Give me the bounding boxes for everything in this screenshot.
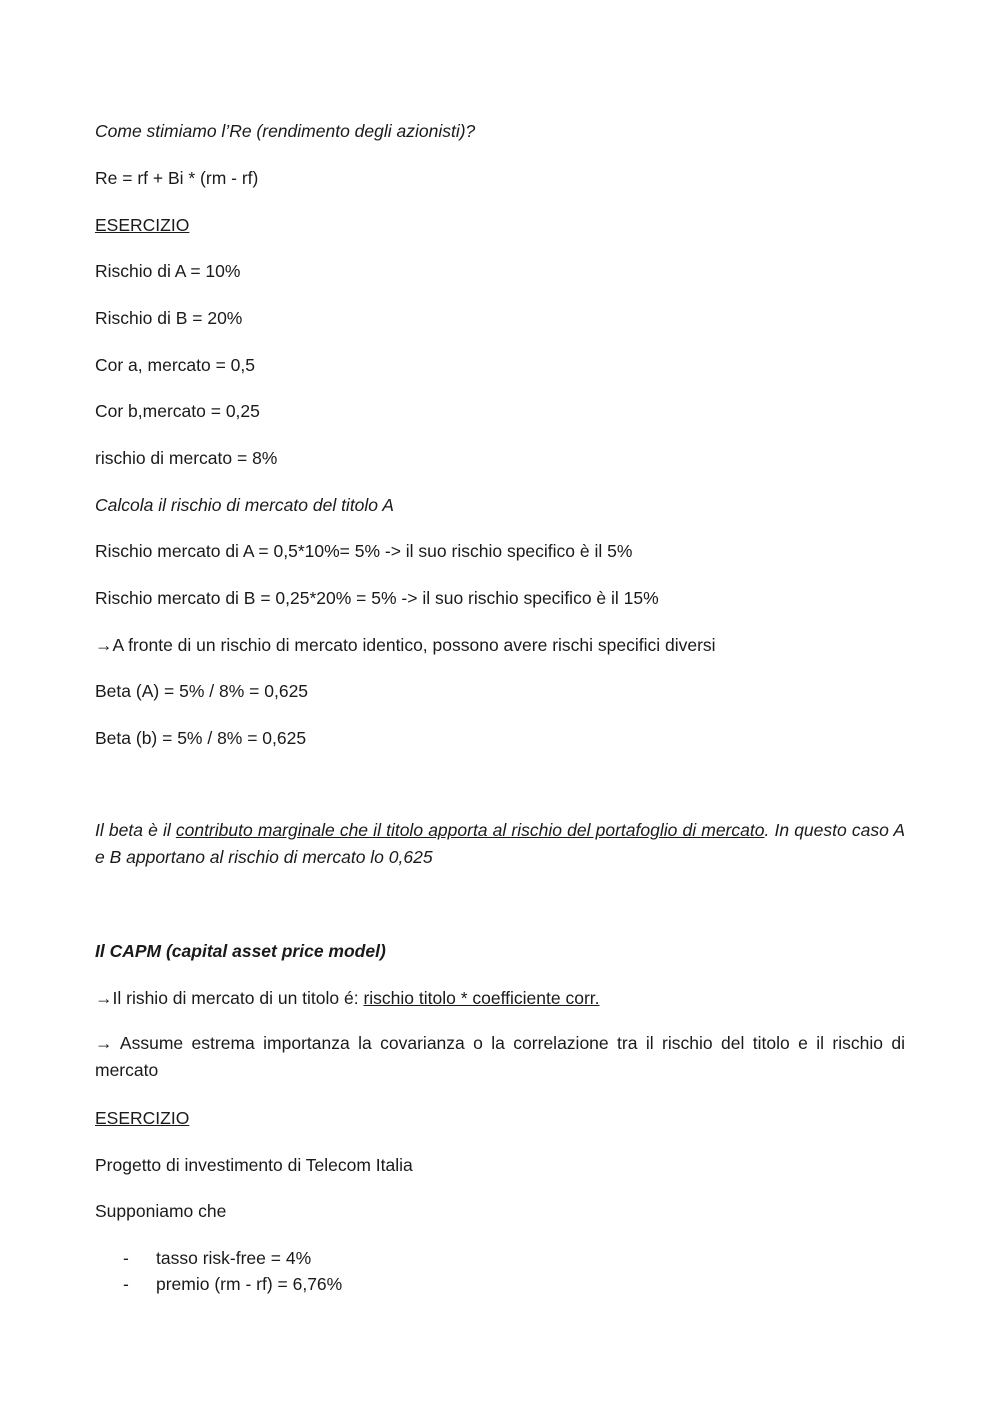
- beta-paragraph-post: . In questo caso A e B apportano al rischio di mercato lo 0,625: [95, 820, 905, 867]
- heading-esercizio-2: ESERCIZIO: [95, 1108, 190, 1128]
- list-item: [95, 1273, 342, 1295]
- beta-paragraph: [95, 817, 905, 871]
- calcola-line: Calcola il rischio di mercato del titolo A: [95, 495, 394, 515]
- rischio-mercato-a-line: Rischio mercato di A = 0,5*10%= 5% -> il suo rischio specifico è il 5%: [95, 541, 633, 561]
- cor-a-line: Cor a, mercato = 0,5: [95, 355, 256, 375]
- capm-title: Il CAPM (capital asset price model): [95, 941, 386, 961]
- beta-a-line: Beta (A) = 5% / 8% = 0,625: [95, 681, 309, 701]
- heading-esercizio-1: ESERCIZIO: [95, 215, 190, 235]
- rischio-mercato-b-line: Rischio mercato di B = 0,25*20% = 5% -> il suo rischio specifico è il 15%: [95, 588, 659, 608]
- beta-b-line: Beta (b) = 5% / 8% = 0,625: [95, 728, 307, 748]
- bullet-dash: -: [123, 1274, 129, 1294]
- list-item-text: premio (rm - rf) = 6,76%: [156, 1274, 343, 1294]
- list-item: [95, 1247, 311, 1269]
- rischio-mercato-line: rischio di mercato = 8%: [95, 448, 278, 468]
- list-item-text: tasso risk-free = 4%: [156, 1248, 312, 1268]
- rishio-line-underlined: rischio titolo * coefficiente corr.: [363, 988, 600, 1008]
- rishio-line-pre: →Il rishio di mercato di un titolo é:: [95, 988, 364, 1008]
- assume-paragraph: → Assume estrema importanza la covarianza o la correlazione tra il rischio del titolo e il rischio di mercato: [95, 1033, 905, 1080]
- rischio-b-line: Rischio di B = 20%: [95, 308, 243, 328]
- supponiamo-line: Supponiamo che: [95, 1201, 227, 1221]
- bullet-dash: -: [123, 1248, 129, 1268]
- rischio-a-line: Rischio di A = 10%: [95, 261, 241, 281]
- re-formula: Re = rf + Bi * (rm - rf): [95, 168, 259, 188]
- cor-b-line: Cor b,mercato = 0,25: [95, 401, 260, 421]
- beta-paragraph-underlined: contributo marginale che il titolo apporta al rischio del portafoglio di mercato: [175, 820, 765, 840]
- question-re: Come stimiamo l’Re (rendimento degli azionisti)?: [95, 121, 476, 141]
- progetto-line: Progetto di investimento di Telecom Italia: [95, 1155, 413, 1175]
- beta-paragraph-pre: Il beta è il: [95, 820, 176, 840]
- rishio-line: [95, 987, 600, 1009]
- fronte-line: →A fronte di un rischio di mercato identico, possono avere rischi specifici diversi: [95, 635, 716, 655]
